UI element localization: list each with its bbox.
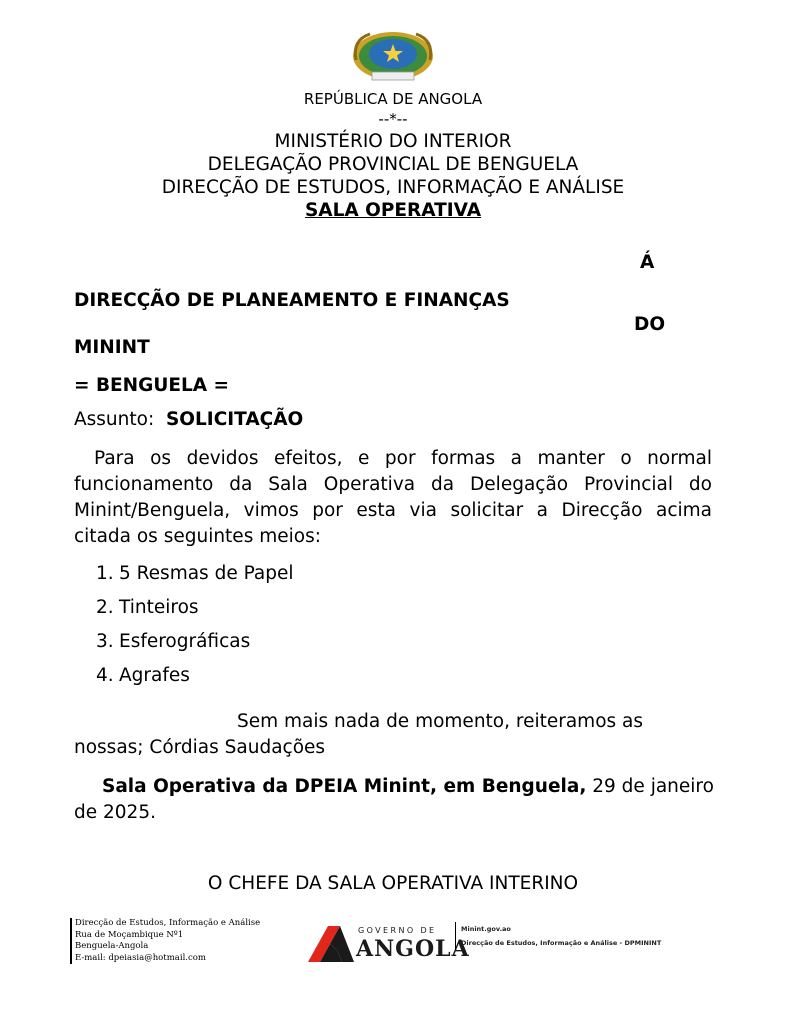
footer-site-block	[455, 922, 661, 950]
header-directorate: DIRECÇÃO DE ESTUDOS, INFORMAÇÃO E ANÁLISE	[161, 177, 625, 198]
closing-paragraph: Sem mais nada de momento, reiteramos as nossas; Córdias Saudações	[74, 711, 644, 758]
recipient-org: MININT	[74, 337, 150, 358]
list-item-text: 5 Resmas de Papel	[119, 563, 294, 584]
place-date-paragraph	[74, 774, 714, 826]
angola-coat-of-arms-emblem	[350, 30, 436, 84]
date-text: 29 de janeiro de 2025.	[74, 776, 714, 823]
signatory-title: O CHEFE DA SALA OPERATIVA INTERINO	[207, 873, 579, 894]
footer-address	[70, 918, 260, 964]
list-item-number: 1.	[96, 563, 114, 584]
logo-top-text: GOVERNO DE	[358, 926, 437, 935]
list-item	[96, 597, 199, 618]
list-item	[96, 665, 190, 686]
subject-line	[74, 407, 303, 433]
footer-address-line: Direcção de Estudos, Informação e Análise	[75, 918, 261, 928]
logo-bottom-text: ANGOLA	[356, 936, 470, 962]
list-item-text: Agrafes	[119, 665, 190, 686]
list-item-text: Esferográficas	[119, 631, 251, 652]
footer-address-line: Benguela-Angola	[75, 941, 149, 951]
subject-label: Assunto:	[74, 409, 155, 430]
footer-site-desc: Direcção de Estudos, Informação e Análise - DPMININT	[461, 939, 662, 947]
header-ministry: MINISTÉRIO DO INTERIOR	[274, 131, 512, 152]
recipient-to: Á	[640, 252, 655, 273]
list-item-number: 3.	[96, 631, 114, 652]
header-separator: --*--	[378, 110, 408, 128]
recipient-city: = BENGUELA =	[74, 375, 230, 396]
header-country: REPÚBLICA DE ANGOLA	[303, 90, 483, 108]
recipient-name: DIRECÇÃO DE PLANEAMENTO E FINANÇAS	[74, 290, 510, 311]
footer-address-line: Rua de Moçambique Nº1	[75, 929, 184, 940]
header-unit: SALA OPERATIVA	[304, 200, 482, 221]
list-item-text: Tinteiros	[119, 597, 199, 618]
recipient-of: DO	[634, 314, 666, 335]
list-item	[96, 563, 294, 584]
footer-address-line: E-mail: dpeiasia@hotmail.com	[75, 952, 206, 963]
list-item-number: 2.	[96, 597, 114, 618]
place-text: Sala Operativa da DPEIA Minint, em Benguela,	[102, 776, 587, 797]
subject-value: SOLICITAÇÃO	[165, 409, 304, 430]
list-item	[96, 631, 250, 652]
body-paragraph: Para os devidos efeitos, e por formas a manter o normal funcionamento da Sala Operativa da Delegação Provincial do Minint/Benguela, vimos por esta via solicitar a Direcção acima citada os seguintes meios:	[74, 448, 712, 547]
list-item-number: 4.	[96, 665, 114, 686]
governo-de-angola-logo	[306, 918, 470, 964]
footer-site: Minint.gov.ao	[461, 925, 511, 933]
header-delegation: DELEGAÇÃO PROVINCIAL DE BENGUELA	[207, 154, 579, 175]
